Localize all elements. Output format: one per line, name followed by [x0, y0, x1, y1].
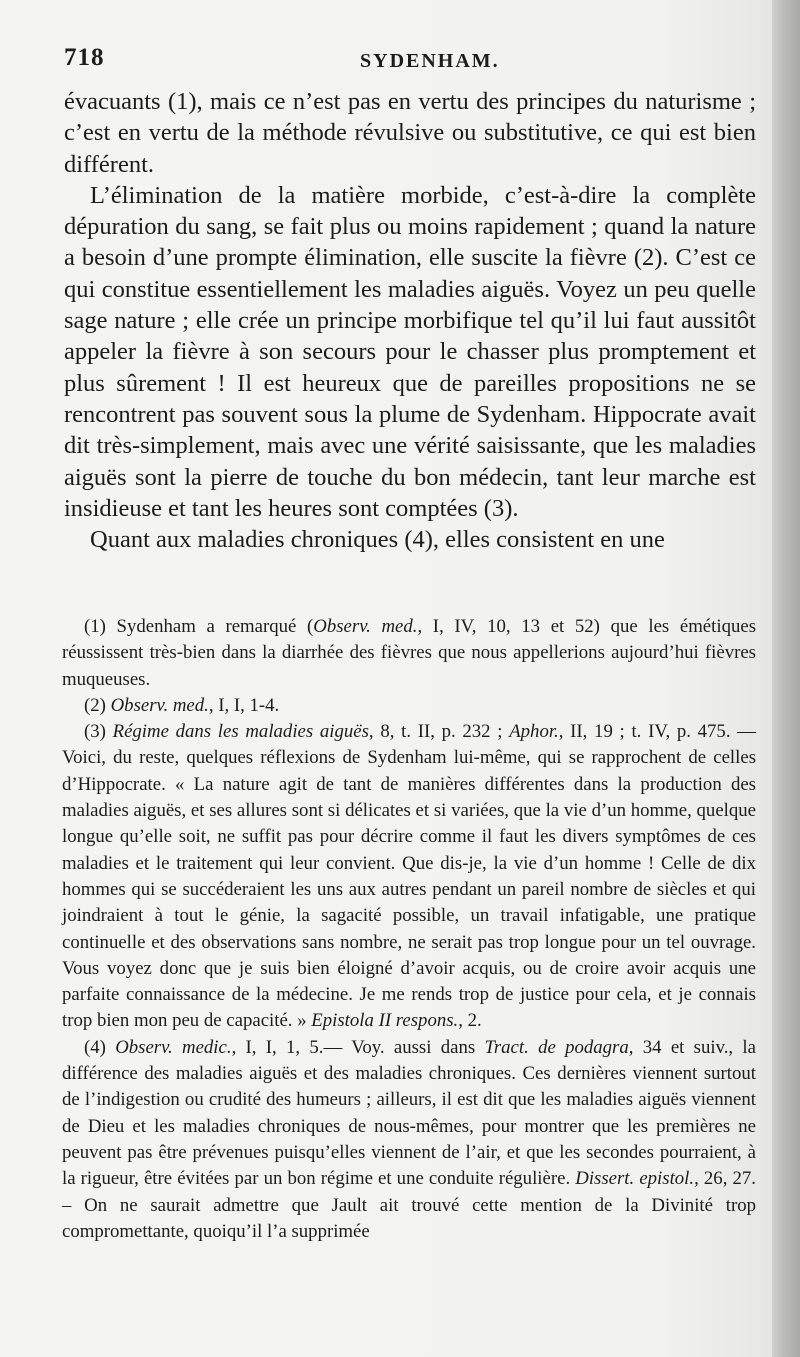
- footnote-3-citation-1: Régime dans les maladies aiguës: [112, 721, 369, 743]
- paragraph-3: Quant aux maladies chroniques (4), elles consistent en une: [90, 526, 665, 554]
- footnote-1-text-cont: , I, IV, 10, 13 et 52) que les émétiques réussissent très-bien dans la diarrhée des fièvres que nous appellerions aujourd’hui fièvres muqueuses.: [62, 616, 757, 690]
- footnote-3-text: , 8, t. II, p. 232 ;: [368, 721, 510, 743]
- footnote-1-citation: Observ. med.: [313, 616, 418, 637]
- footnote-3-end: , 2.: [458, 1010, 482, 1032]
- footnote-3-quotation: , II, 19 ; t. IV, p. 475. — Voici, du reste, quelques réflexions de Sydenham lui-même, qui se rapprochent de celles d’Hippocrate. « La nature agit de tant de manières différentes dans la production des maladies aiguës, et ses allures sont si délicates et si variées, que la vie d’un homme, quelque longue qu’elle soit, ne suffit pas pour décrire comme il faut les divers symptômes de ces maladies et le traitement qui leur convient. Que dis-je, la vie d’un homme ! Celle de dix hommes qui se succéderaient les uns aux autres pendant un pareil nombre de siècles et qui joindraient à tout le génie, la sagacité possible, un travail infatigable, une pratique continuelle et des observations sans nombre, ne serait pas trop longue pour un tel ouvrage. Vous voyez donc que je suis bien éloigné d’avoir acquis, ou de croire avoir acquis une parfaite connaissance de la médecine. Je me rends trop de justice pour cela, et je connais trop bien mon peu de capacité. »: [62, 721, 756, 1032]
- footnote-1: [62, 614, 756, 693]
- footnote-4-end: , 26, 27. – On ne saurait admettre que Jault ait trouvé cette mention de la Divinité trop compromettante, quoiqu’il l’a supprimée: [62, 1168, 756, 1242]
- footnote-4-citation-1: Observ. medic.: [115, 1036, 232, 1058]
- footnote-3: [62, 719, 756, 1035]
- footnotes: [62, 614, 756, 1245]
- footnote-2-number: (2): [84, 694, 111, 716]
- footnote-1-text: (1) Sydenham a remarqué (: [84, 616, 314, 637]
- footnote-4: [62, 1035, 756, 1245]
- paragraph-1: évacuants (1), mais ce n’est pas en vertu des principes du naturisme ; c’est en vertu de la méthode révulsive ou substitutive, ce qui est bien différent.: [64, 88, 756, 178]
- footnote-3-citation-3: Epistola II respons.: [311, 1010, 459, 1032]
- footnote-2: [62, 693, 756, 719]
- page-header: [64, 44, 754, 78]
- footnote-2-text: , I, I, 1-4.: [208, 694, 280, 716]
- footnote-3-citation-2: Aphor.: [509, 721, 559, 743]
- page-number: 718: [64, 44, 105, 71]
- footnote-3-number: (3): [84, 721, 113, 743]
- footnote-4-text-cont: , 34 et suiv., la différence des maladies aiguës et des maladies chroniques. Ces dernières viennent surtout de l’indigestion ou crudité des humeurs ; ailleurs, il est dit que les maladies aiguës viennent de Dieu et les maladies chroniques de nous-mêmes, pour montrer que les premières ne peuvent pas être prévenues puisqu’elles viennent de l’air, et que les secondes pourraient, à la rigueur, être évitées par un bon régime et une conduite régulière.: [62, 1036, 756, 1190]
- binding-edge: [772, 0, 800, 1357]
- footnote-2-citation: Observ. med.: [110, 694, 209, 716]
- running-head: SYDENHAM.: [360, 50, 500, 72]
- paragraph-2: L’élimination de la matière morbide, c’est-à-dire la complète dépuration du sang, se fait plus ou moins rapidement ; quand la nature a besoin d’une prompte élimination, elle suscite la fièvre (2). C’est ce qui constitue essentiellement les maladies aiguës. Voyez un peu quelle sage nature ; elle crée un principe morbifique tel qu’il lui faut aussitôt appeler la fièvre à son secours pour le chasser plus promptement et plus sûrement ! Il est heureux que de pareilles propositions ne se rencontrent pas souvent sous la plume de Sydenham. Hippocrate avait dit très-simplement, mais avec une vérité saisissante, que les maladies aiguës sont la pierre de touche du bon médecin, tant leur marche est insidieuse et tant les heures sont comptées (3).: [64, 181, 756, 522]
- footnote-4-text: , I, I, 1, 5.— Voy. aussi dans: [231, 1036, 485, 1058]
- footnote-4-citation-2: Tract. de podagra: [484, 1036, 629, 1058]
- main-text: [64, 86, 756, 555]
- footnote-4-number: (4): [84, 1036, 116, 1058]
- footnote-4-citation-3: Dissert. epistol.: [575, 1168, 695, 1190]
